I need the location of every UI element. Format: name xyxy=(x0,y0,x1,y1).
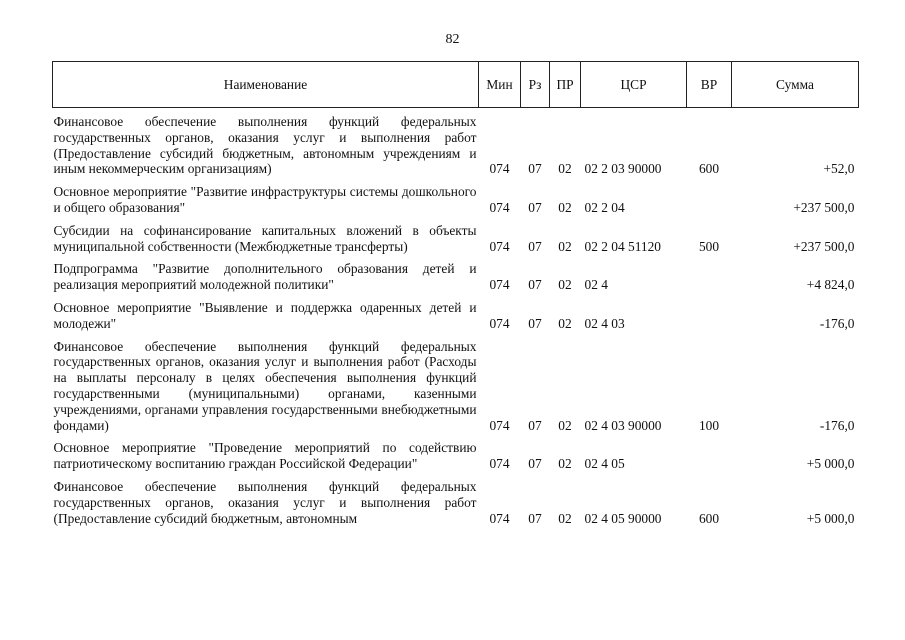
row-name: Подпрограмма "Развитие дополнительного образования детей и реализация мероприятий молодежной политики" xyxy=(53,261,477,293)
row-pr: 02 xyxy=(558,161,572,177)
row-csr: 02 4 xyxy=(584,277,608,293)
page-number: 82 xyxy=(445,32,460,47)
table-row xyxy=(53,258,859,297)
row-min: 074 xyxy=(489,199,510,215)
row-pr: 02 xyxy=(558,315,572,331)
row-name: Основное мероприятие "Выявление и поддержка одаренных детей и молодежи" xyxy=(53,299,477,331)
row-name: Финансовое обеспечение выполнения функций федеральных государственных органов, оказания услуг и выполнения работ (Предоставление субсидий бюджетным, автономным xyxy=(53,478,477,526)
row-name: Финансовое обеспечение выполнения функций федеральных государственных органов, оказания услуг и выполнения работ (Расходы на выплаты персоналу в целях обеспечения выполнения функций государственными (муниципальными) органами, казенными учреждениями, органами управления государственными внебюджетными фондами) xyxy=(53,338,477,433)
row-min: 074 xyxy=(489,510,510,526)
table-row xyxy=(53,181,859,220)
row-min: 074 xyxy=(489,277,510,293)
row-pr: 02 xyxy=(558,238,572,254)
row-rz: 07 xyxy=(528,238,542,254)
table-row xyxy=(53,297,859,336)
row-sum: +52,0 xyxy=(823,161,855,177)
row-rz: 07 xyxy=(528,277,542,293)
row-vr: 100 xyxy=(698,417,720,433)
row-csr: 02 4 03 90000 xyxy=(584,417,662,433)
row-rz: 07 xyxy=(528,161,542,177)
row-min: 074 xyxy=(489,238,510,254)
row-rz: 07 xyxy=(528,417,542,433)
header-rz: Рз xyxy=(521,62,550,108)
row-pr: 02 xyxy=(558,417,572,433)
row-sum: +237 500,0 xyxy=(793,238,855,254)
row-pr: 02 xyxy=(558,277,572,293)
row-vr: 500 xyxy=(698,238,720,254)
row-csr: 02 4 03 xyxy=(584,315,625,331)
header-vr: ВР xyxy=(687,62,732,108)
row-pr: 02 xyxy=(558,199,572,215)
table-row xyxy=(53,336,859,438)
row-pr: 02 xyxy=(558,510,572,526)
row-sum: +4 824,0 xyxy=(806,277,855,293)
header-pr: ПР xyxy=(550,62,581,108)
header-csr: ЦСР xyxy=(581,62,687,108)
row-vr: 600 xyxy=(698,161,720,177)
table-row xyxy=(53,437,859,476)
row-name: Основное мероприятие "Проведение мероприятий по содействию патриотическому воспитанию граждан Российской Федерации" xyxy=(53,440,477,472)
row-vr: 600 xyxy=(698,510,720,526)
row-rz: 07 xyxy=(528,510,542,526)
row-sum: -176,0 xyxy=(819,315,855,331)
header-name: Наименование xyxy=(53,62,479,108)
row-sum: -176,0 xyxy=(819,417,855,433)
table-row xyxy=(53,108,859,182)
header-sum: Сумма xyxy=(732,62,859,108)
row-csr: 02 4 05 90000 xyxy=(584,510,662,526)
table-row xyxy=(53,476,859,530)
row-min: 074 xyxy=(489,417,510,433)
row-name: Финансовое обеспечение выполнения функций федеральных государственных органов, оказания услуг и выполнения работ (Предоставление субсидий бюджетным, автономным учреждениям и иным некоммерческим организациям) xyxy=(53,114,477,177)
row-vr xyxy=(687,181,732,220)
row-min: 074 xyxy=(489,161,510,177)
row-pr: 02 xyxy=(558,456,572,472)
row-rz: 07 xyxy=(528,315,542,331)
row-csr: 02 4 05 xyxy=(584,456,625,472)
row-csr: 02 2 03 90000 xyxy=(584,161,662,177)
budget-table xyxy=(52,61,859,530)
row-csr: 02 2 04 51120 xyxy=(584,238,661,254)
table-row xyxy=(53,220,859,259)
header-min: Мин xyxy=(479,62,521,108)
table-header-row xyxy=(53,62,859,108)
row-sum: +237 500,0 xyxy=(793,199,855,215)
row-vr xyxy=(687,258,732,297)
row-min: 074 xyxy=(489,456,510,472)
row-rz: 07 xyxy=(528,199,542,215)
row-sum: +5 000,0 xyxy=(806,456,855,472)
row-vr xyxy=(687,437,732,476)
row-rz: 07 xyxy=(528,456,542,472)
row-sum: +5 000,0 xyxy=(806,510,855,526)
row-min: 074 xyxy=(489,315,510,331)
row-csr: 02 2 04 xyxy=(584,199,625,215)
row-name: Основное мероприятие "Развитие инфраструктуры системы дошкольного и общего образования" xyxy=(53,184,477,215)
row-vr xyxy=(687,297,732,336)
row-name: Субсидии на софинансирование капитальных вложений в объекты муниципальной собственности (Межбюджетные трансферты) xyxy=(53,222,477,254)
